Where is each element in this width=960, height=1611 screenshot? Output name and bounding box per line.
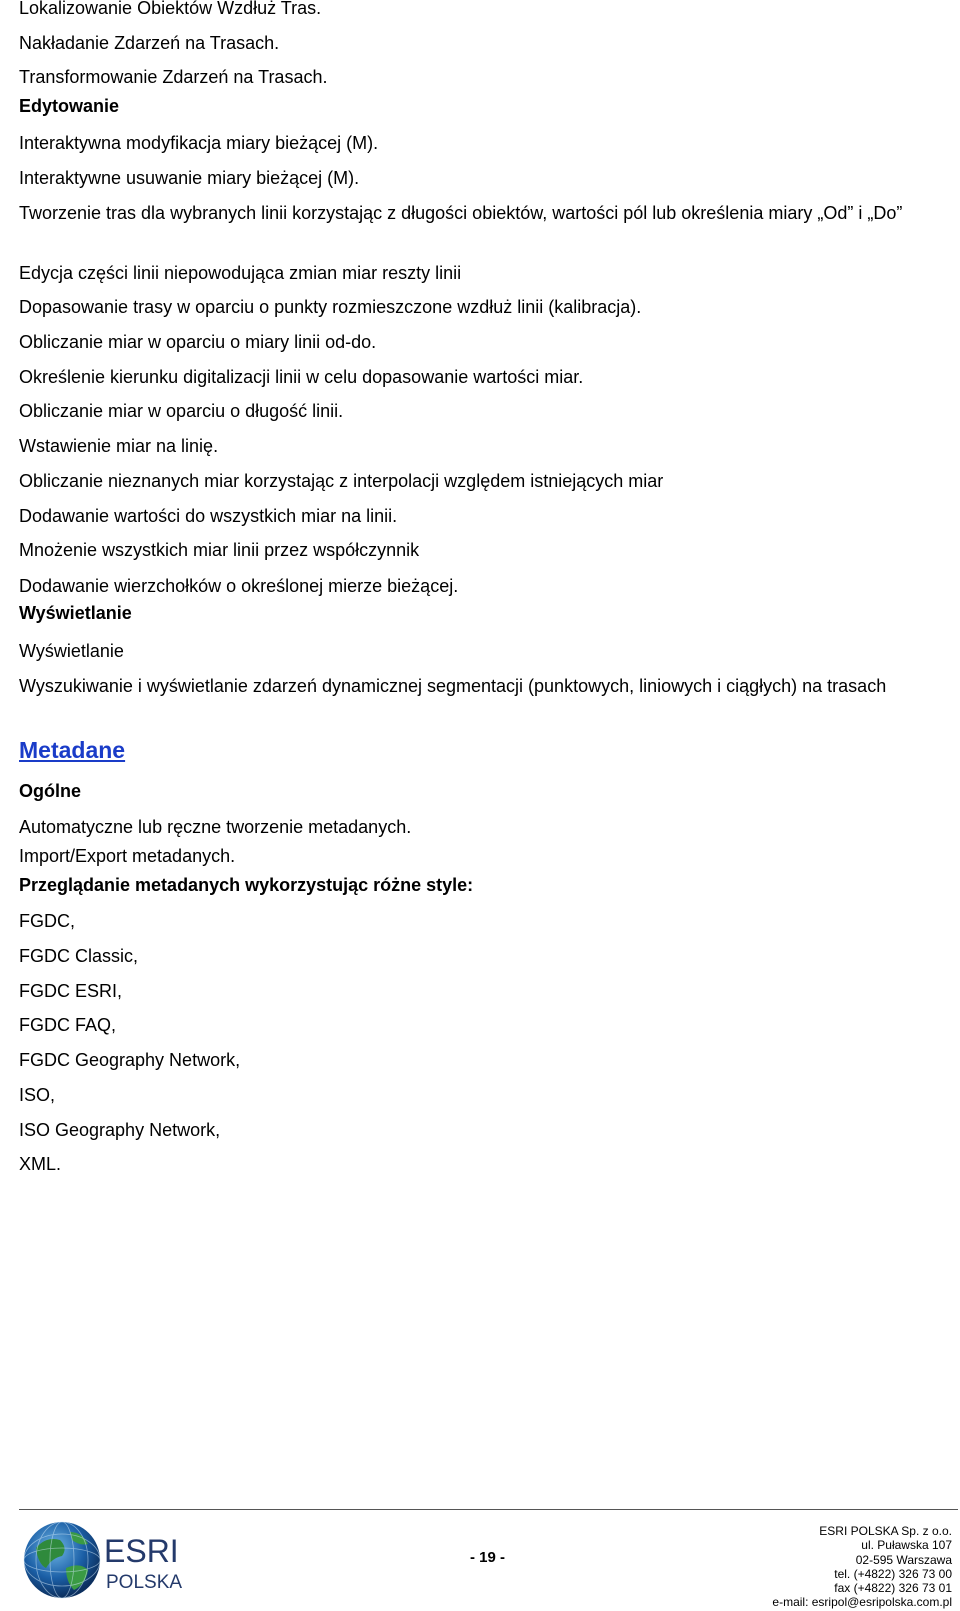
- page-number: - 19 -: [470, 1549, 506, 1566]
- email[interactable]: e-mail: esripol@esripolska.com.pl: [772, 1595, 952, 1610]
- section-heading: Edytowanie: [19, 96, 120, 116]
- company-name: ESRI POLSKA Sp. z o.o.: [819, 1524, 952, 1538]
- text-line: Wyświetlanie: [19, 641, 124, 661]
- text-line: Tworzenie tras dla wybranych linii korzystając z długości obiektów, wartości pól lub określenia miary „Od” i „Do”: [19, 203, 903, 223]
- text-line: Interaktywne usuwanie miary bieżącej (M).: [19, 168, 360, 188]
- text-line: Dodawanie wierzchołków o określonej mierze bieżącej.: [19, 576, 459, 596]
- svg-text:ESRI: ESRI: [104, 1533, 179, 1569]
- company-address: [772, 1524, 952, 1610]
- text-line: Nakładanie Zdarzeń na Trasach.: [19, 33, 280, 53]
- text-line: Obliczanie miar w oparciu o miary linii od-do.: [19, 332, 377, 352]
- text-line: Lokalizowanie Obiektów Wzdłuż Tras.: [19, 0, 322, 18]
- list-item: FGDC,: [19, 911, 75, 931]
- globe-logo-icon: [22, 1518, 212, 1606]
- list-item: FGDC ESRI,: [19, 981, 123, 1001]
- text-line: Automatyczne lub ręczne tworzenie metadanych.: [19, 817, 412, 837]
- section-heading: Ogólne: [19, 781, 81, 801]
- text-line: Transformowanie Zdarzeń na Trasach.: [19, 67, 328, 87]
- list-item: FGDC Geography Network,: [19, 1050, 241, 1070]
- section-heading: Przeglądanie metadanych wykorzystując różne style:: [19, 875, 474, 895]
- text-line: Edycja części linii niepowodująca zmian miar reszty linii: [19, 263, 462, 283]
- postal-city: 02-595 Warszawa: [855, 1552, 952, 1567]
- list-item: FGDC FAQ,: [19, 1015, 117, 1035]
- text-line: Wstawienie miar na linię.: [19, 436, 219, 456]
- list-item: FGDC Classic,: [19, 946, 139, 966]
- fax: fax (+4822) 326 73 01: [834, 1581, 952, 1596]
- street: ul. Puławska 107: [861, 1538, 952, 1553]
- text-line: Dodawanie wartości do wszystkich miar na linii.: [19, 506, 398, 526]
- list-item: ISO,: [19, 1085, 56, 1105]
- svg-text:POLSKA: POLSKA: [106, 1572, 183, 1593]
- section-heading: Wyświetlanie: [19, 603, 132, 623]
- text-line: Wyszukiwanie i wyświetlanie zdarzeń dynamicznej segmentacji (punktowych, liniowych i ciągłych) na trasach: [19, 676, 887, 696]
- list-item: XML.: [19, 1154, 62, 1174]
- text-line: Mnożenie wszystkich miar linii przez współczynnik: [19, 540, 420, 560]
- text-line: Określenie kierunku digitalizacji linii w celu dopasowanie wartości miar.: [19, 367, 584, 387]
- text-line: Dopasowanie trasy w oparciu o punkty rozmieszczone wzdłuż linii (kalibracja).: [19, 297, 642, 317]
- text-line: Import/Export metadanych.: [19, 846, 236, 866]
- list-item: ISO Geography Network,: [19, 1120, 221, 1140]
- text-line: Interaktywna modyfikacja miary bieżącej (M).: [19, 133, 379, 153]
- text-line: Obliczanie nieznanych miar korzystając z interpolacji względem istniejących miar: [19, 471, 664, 491]
- footer-divider: [19, 1509, 958, 1510]
- phone: tel. (+4822) 326 73 00: [834, 1566, 952, 1581]
- metadane-link[interactable]: Metadane: [19, 737, 126, 763]
- esri-polska-logo: [22, 1518, 212, 1606]
- text-line: Obliczanie miar w oparciu o długość linii.: [19, 401, 344, 421]
